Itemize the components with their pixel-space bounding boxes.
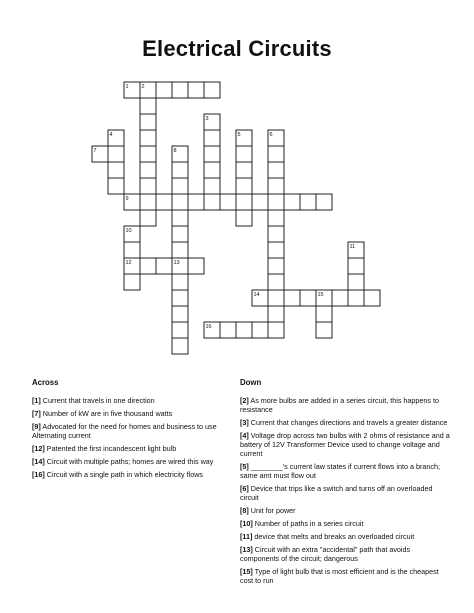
grid-cell[interactable] — [220, 322, 236, 338]
grid-cell[interactable] — [268, 306, 284, 322]
cell-number: 15 — [317, 292, 324, 298]
clue-down-3: [3] Current that changes directions and travels a greater distance — [240, 417, 448, 427]
grid-cell[interactable] — [188, 194, 204, 210]
down-heading: Down — [240, 378, 262, 387]
grid-cell[interactable] — [172, 322, 188, 338]
grid-cell[interactable] — [172, 194, 188, 210]
grid-cell[interactable] — [140, 178, 156, 194]
grid-cell[interactable] — [268, 290, 284, 306]
grid-cell[interactable] — [140, 194, 156, 210]
cell-number: 1 — [125, 84, 129, 90]
clue-down-5: [5] ________'s current law states if current flows into a branch; same amt must flow out — [240, 461, 440, 480]
clue-down-6: [6] Device that trips like a switch and turns off an overloaded circuit — [240, 483, 433, 502]
cell-number: 6 — [269, 132, 273, 138]
grid-cell[interactable] — [348, 258, 364, 274]
clue-down-8: [8] Unit for power — [240, 505, 296, 515]
grid-cell[interactable] — [236, 210, 252, 226]
grid-cell[interactable] — [236, 162, 252, 178]
grid-cell[interactable] — [172, 210, 188, 226]
grid-cell[interactable] — [156, 82, 172, 98]
grid-cell[interactable] — [140, 258, 156, 274]
grid-cell[interactable] — [172, 162, 188, 178]
grid-cell[interactable] — [252, 194, 268, 210]
clue-across-7: [7] Number of kW are in five thousand watts — [32, 408, 173, 418]
grid-cell[interactable] — [268, 178, 284, 194]
grid-cell[interactable] — [268, 162, 284, 178]
grid-cell[interactable] — [268, 226, 284, 242]
clue-across-14: [14] Circuit with multiple paths; homes are wired this way — [32, 456, 214, 466]
grid-cell[interactable] — [140, 98, 156, 114]
cell-number: 10 — [125, 228, 132, 234]
grid-cell[interactable] — [172, 290, 188, 306]
clue-down-11: [11] device that melts and breaks an overloaded circuit — [240, 531, 415, 541]
grid-cell[interactable] — [252, 322, 268, 338]
grid-cell[interactable] — [348, 274, 364, 290]
grid-cell[interactable] — [172, 242, 188, 258]
grid-cell[interactable] — [332, 290, 348, 306]
grid-cell[interactable] — [268, 258, 284, 274]
clue-down-15: [15] Type of light bulb that is most efficient and is the cheapest cost to run — [240, 566, 439, 585]
grid-cell[interactable] — [236, 194, 252, 210]
grid-cell[interactable] — [204, 82, 220, 98]
grid-cell[interactable] — [268, 146, 284, 162]
grid-cell[interactable] — [268, 322, 284, 338]
cell-number: 4 — [109, 132, 113, 138]
cell-number: 12 — [125, 260, 132, 266]
cell-number: 2 — [141, 84, 145, 90]
grid-cell[interactable] — [172, 82, 188, 98]
grid-cell[interactable] — [172, 274, 188, 290]
cell-number: 5 — [237, 132, 241, 138]
grid-cell[interactable] — [204, 178, 220, 194]
grid-cell[interactable] — [268, 210, 284, 226]
grid-cell[interactable] — [236, 322, 252, 338]
grid-cell[interactable] — [204, 194, 220, 210]
grid-cell[interactable] — [316, 194, 332, 210]
grid-cell[interactable] — [140, 162, 156, 178]
grid-cell[interactable] — [172, 226, 188, 242]
grid-cell[interactable] — [316, 306, 332, 322]
grid-cell[interactable] — [236, 146, 252, 162]
grid-cell[interactable] — [124, 274, 140, 290]
grid-cell[interactable] — [268, 194, 284, 210]
grid-cell[interactable] — [156, 194, 172, 210]
grid-cell[interactable] — [140, 210, 156, 226]
grid-cell[interactable] — [188, 82, 204, 98]
clue-down-10: [10] Number of paths in a series circuit — [240, 518, 364, 528]
grid-cell[interactable] — [172, 178, 188, 194]
page-title: Electrical Circuits — [142, 36, 332, 61]
grid-cell[interactable] — [108, 178, 124, 194]
grid-cell[interactable] — [220, 194, 236, 210]
grid-cell[interactable] — [284, 290, 300, 306]
grid-cell[interactable] — [156, 258, 172, 274]
grid-cell[interactable] — [172, 338, 188, 354]
across-heading: Across — [32, 378, 59, 387]
cell-number: 14 — [253, 292, 260, 298]
grid-cell[interactable] — [364, 290, 380, 306]
grid-cell[interactable] — [108, 162, 124, 178]
cell-number: 13 — [173, 260, 180, 266]
grid-cell[interactable] — [140, 146, 156, 162]
cell-number: 7 — [93, 148, 97, 154]
grid-cell[interactable] — [300, 290, 316, 306]
cell-number: 16 — [205, 324, 212, 330]
cell-number: 3 — [205, 116, 209, 122]
grid-cell[interactable] — [268, 242, 284, 258]
grid-cell[interactable] — [204, 162, 220, 178]
grid-cell[interactable] — [124, 242, 140, 258]
clue-across-12: [12] Patented the first incandescent light bulb — [32, 443, 177, 453]
clue-across-1: [1] Current that travels in one direction — [32, 395, 155, 405]
clue-down-13: [13] Circuit with an extra "accidental" path that avoids components of the circuit; dangerous — [240, 544, 411, 563]
grid-cell[interactable] — [204, 130, 220, 146]
grid-cell[interactable] — [316, 322, 332, 338]
grid-cell[interactable] — [140, 130, 156, 146]
grid-cell[interactable] — [284, 194, 300, 210]
clue-across-16: [16] Circuit with a single path in which electricity flows — [32, 469, 203, 479]
grid-cell[interactable] — [172, 306, 188, 322]
clue-across-9: [9] Advocated for the need for homes and business to use Alternating current — [32, 421, 217, 440]
grid-cell[interactable] — [188, 258, 204, 274]
cell-number: 9 — [125, 196, 129, 202]
down-clues — [240, 378, 450, 589]
cell-number: 11 — [349, 244, 356, 250]
clue-down-4: [4] Voltage drop across two bulbs with 2 ohms of resistance and a battery of 12V Transformer Device used to change voltage and current — [240, 430, 450, 458]
grid-cell[interactable] — [140, 114, 156, 130]
grid-cell[interactable] — [348, 290, 364, 306]
grid-cell[interactable] — [108, 146, 124, 162]
grid-cell[interactable] — [236, 178, 252, 194]
cell-number: 8 — [173, 148, 177, 154]
grid-cell[interactable] — [268, 274, 284, 290]
grid-cell[interactable] — [300, 194, 316, 210]
across-clues — [32, 378, 232, 483]
clue-down-2: [2] As more bulbs are added in a series circuit, this happens to resistance — [240, 395, 439, 414]
grid-cell[interactable] — [204, 146, 220, 162]
